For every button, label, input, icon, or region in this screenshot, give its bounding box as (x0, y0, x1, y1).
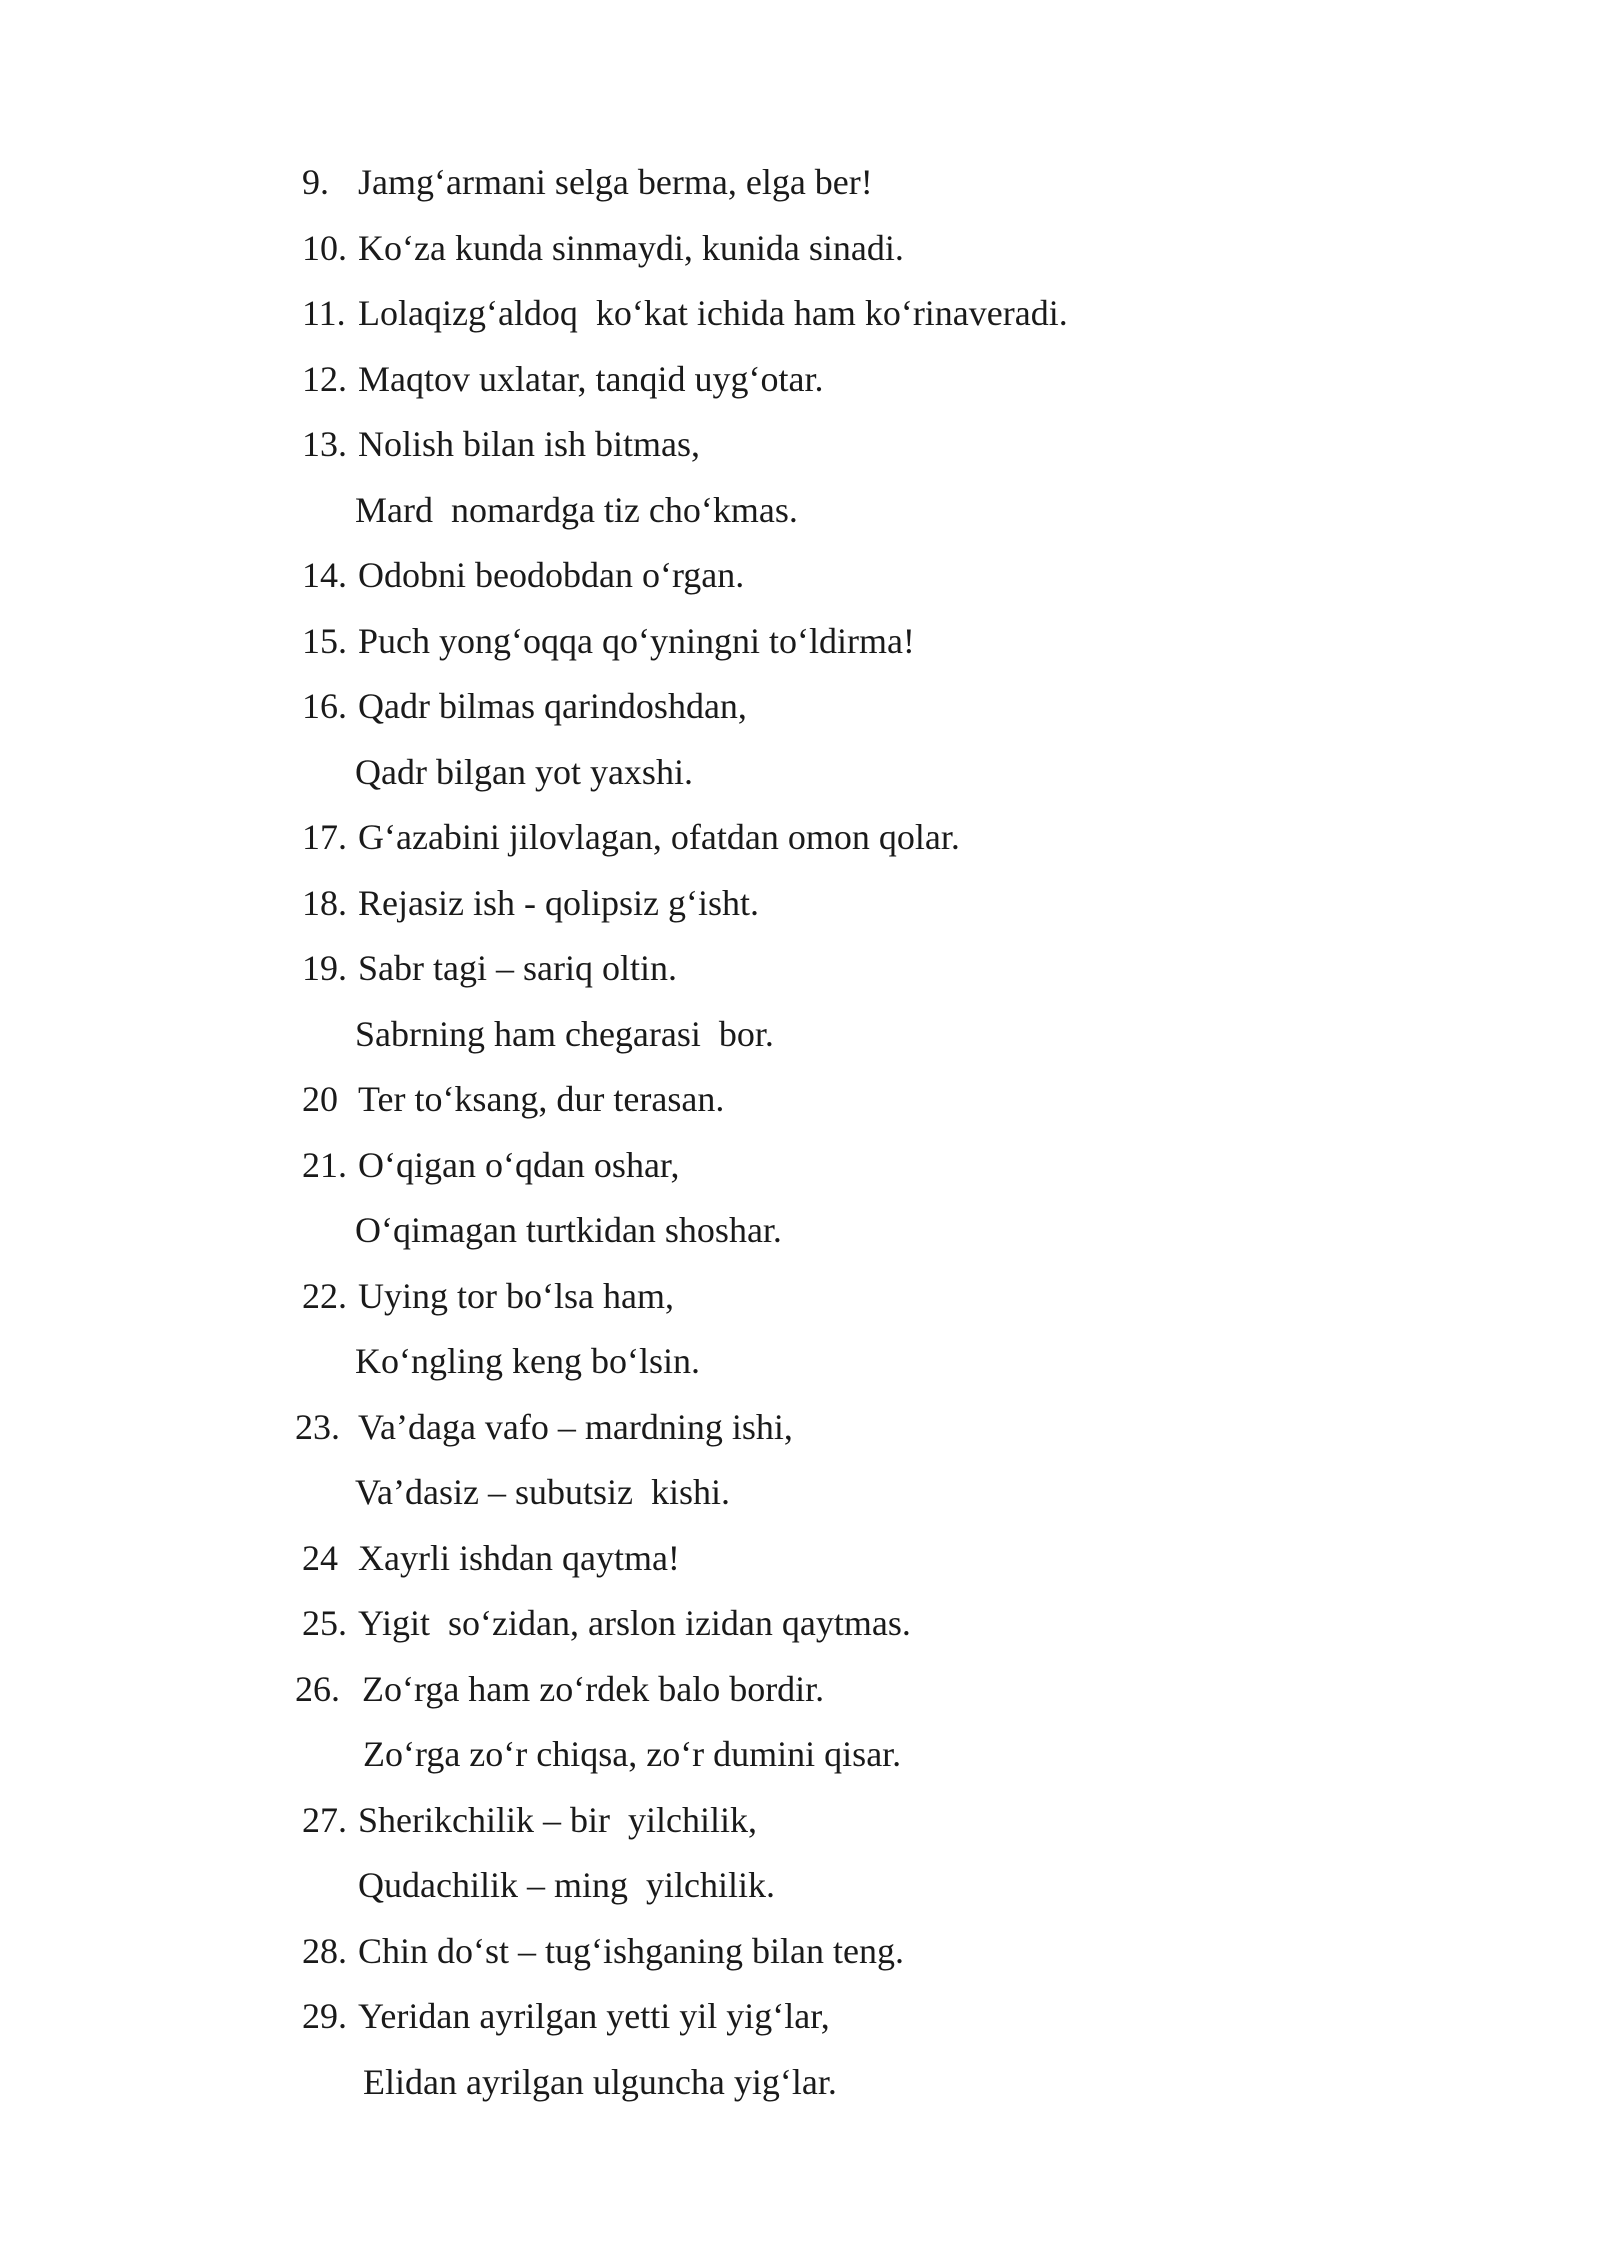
proverb-text: Jamg‘armani selga berma, elga ber! (358, 162, 873, 202)
proverb-line (0, 281, 1600, 347)
proverb-continuation-line (0, 478, 1600, 544)
proverb-text: Qadr bilgan yot yaxshi. (355, 751, 693, 792)
proverb-text: Nolish bilan ish bitmas, (358, 424, 700, 464)
proverb-line (0, 1395, 1600, 1461)
proverb-number: 17. (302, 817, 347, 857)
proverb-line (0, 543, 1600, 609)
proverb-line (0, 1133, 1600, 1199)
proverb-number: 27. (302, 1799, 347, 1840)
proverb-text: Xayrli ishdan qaytma! (358, 1537, 680, 1578)
proverb-text: G‘azabini jilovlagan, ofatdan omon qolar. (358, 817, 960, 857)
proverb-number: 22. (302, 1275, 347, 1316)
proverb-number: 25. (302, 1603, 347, 1643)
proverb-text: Uying tor bo‘lsa ham, (358, 1275, 674, 1316)
proverb-text: Lolaqizg‘aldoq ko‘kat ichida ham ko‘rinaveradi. (358, 293, 1068, 333)
proverb-text: Va’dasiz – subutsiz kishi. (355, 1472, 730, 1512)
proverb-line (0, 1984, 1600, 2050)
proverb-line (0, 871, 1600, 937)
proverb-text: Elidan ayrilgan ulguncha yig‘lar. (363, 2061, 837, 2102)
proverb-text: Rejasiz ish - qolipsiz g‘isht. (358, 882, 759, 923)
proverb-text: Va’daga vafo – mardning ishi, (358, 1406, 793, 1447)
proverb-number: 20 (302, 1079, 338, 1119)
proverb-text: O‘qimagan turtkidan shoshar. (355, 1210, 782, 1250)
proverb-continuation-line (0, 2050, 1600, 2116)
proverb-line (0, 216, 1600, 282)
proverb-line (0, 936, 1600, 1002)
proverb-continuation-line (0, 1329, 1600, 1395)
proverb-number: 12. (302, 358, 347, 399)
proverb-text: Zo‘rga ham zo‘rdek balo bordir. (362, 1668, 825, 1709)
proverb-line (0, 1067, 1600, 1133)
proverb-number: 21. (302, 1144, 347, 1185)
proverb-number: 19. (302, 948, 347, 988)
proverb-line (0, 347, 1600, 413)
proverb-line (0, 1591, 1600, 1657)
proverb-text: Yigit so‘zidan, arslon izidan qaytmas. (358, 1603, 911, 1643)
proverb-line (0, 1788, 1600, 1854)
proverb-text: Sherikchilik – bir yilchilik, (358, 1799, 757, 1840)
proverb-continuation-line (0, 1002, 1600, 1068)
proverb-text: Chin do‘st – tug‘ishganing bilan teng. (358, 1930, 904, 1971)
proverb-number: 13. (302, 424, 347, 464)
proverb-line (0, 805, 1600, 871)
proverb-number: 11. (302, 293, 346, 333)
proverb-text: Qudachilik – ming yilchilik. (358, 1865, 775, 1905)
proverb-text: Puch yong‘oqqa qo‘yningni to‘ldirma! (358, 620, 915, 661)
proverb-number: 28. (302, 1930, 347, 1971)
proverb-continuation-line (0, 1198, 1600, 1264)
proverb-line (0, 1919, 1600, 1985)
proverb-line (0, 1526, 1600, 1592)
proverb-text: Ko‘za kunda sinmaydi, kunida sinadi. (358, 227, 904, 268)
proverb-line (0, 609, 1600, 675)
proverb-continuation-line (0, 1722, 1600, 1788)
proverb-text: Sabr tagi – sariq oltin. (358, 948, 677, 988)
proverb-number: 9. (302, 162, 329, 202)
proverb-number: 16. (302, 686, 347, 726)
proverb-text: Odobni beodobdan o‘rgan. (358, 555, 745, 595)
proverb-list (0, 150, 1600, 2115)
proverb-number: 14. (302, 555, 347, 595)
proverb-line (0, 674, 1600, 740)
proverb-line (0, 1264, 1600, 1330)
proverb-number: 18. (302, 882, 347, 923)
proverb-text: Qadr bilmas qarindoshdan, (358, 686, 747, 726)
proverb-text: Ter to‘ksang, dur terasan. (358, 1079, 725, 1119)
proverb-text: Yeridan ayrilgan yetti yil yig‘lar, (358, 1996, 830, 2036)
proverb-text: Maqtov uxlatar, tanqid uyg‘otar. (358, 358, 824, 399)
proverb-line (0, 1657, 1600, 1723)
proverb-number: 10. (302, 227, 347, 268)
proverb-number: 24 (302, 1537, 338, 1578)
proverb-text: Sabrning ham chegarasi bor. (355, 1013, 774, 1054)
proverb-continuation-line (0, 1460, 1600, 1526)
proverb-continuation-line (0, 1853, 1600, 1919)
proverb-number: 15. (302, 620, 347, 661)
proverb-number: 29. (302, 1996, 347, 2036)
proverb-text: Mard nomardga tiz cho‘kmas. (355, 489, 798, 530)
proverb-text: O‘qigan o‘qdan oshar, (358, 1144, 680, 1185)
proverb-line (0, 412, 1600, 478)
proverb-line (0, 150, 1600, 216)
proverb-continuation-line (0, 740, 1600, 806)
proverb-number: 26. (295, 1668, 340, 1709)
proverb-number: 23. (295, 1406, 340, 1447)
proverb-text: Ko‘ngling keng bo‘lsin. (355, 1341, 700, 1381)
proverb-text: Zo‘rga zo‘r chiqsa, zo‘r dumini qisar. (363, 1734, 902, 1774)
